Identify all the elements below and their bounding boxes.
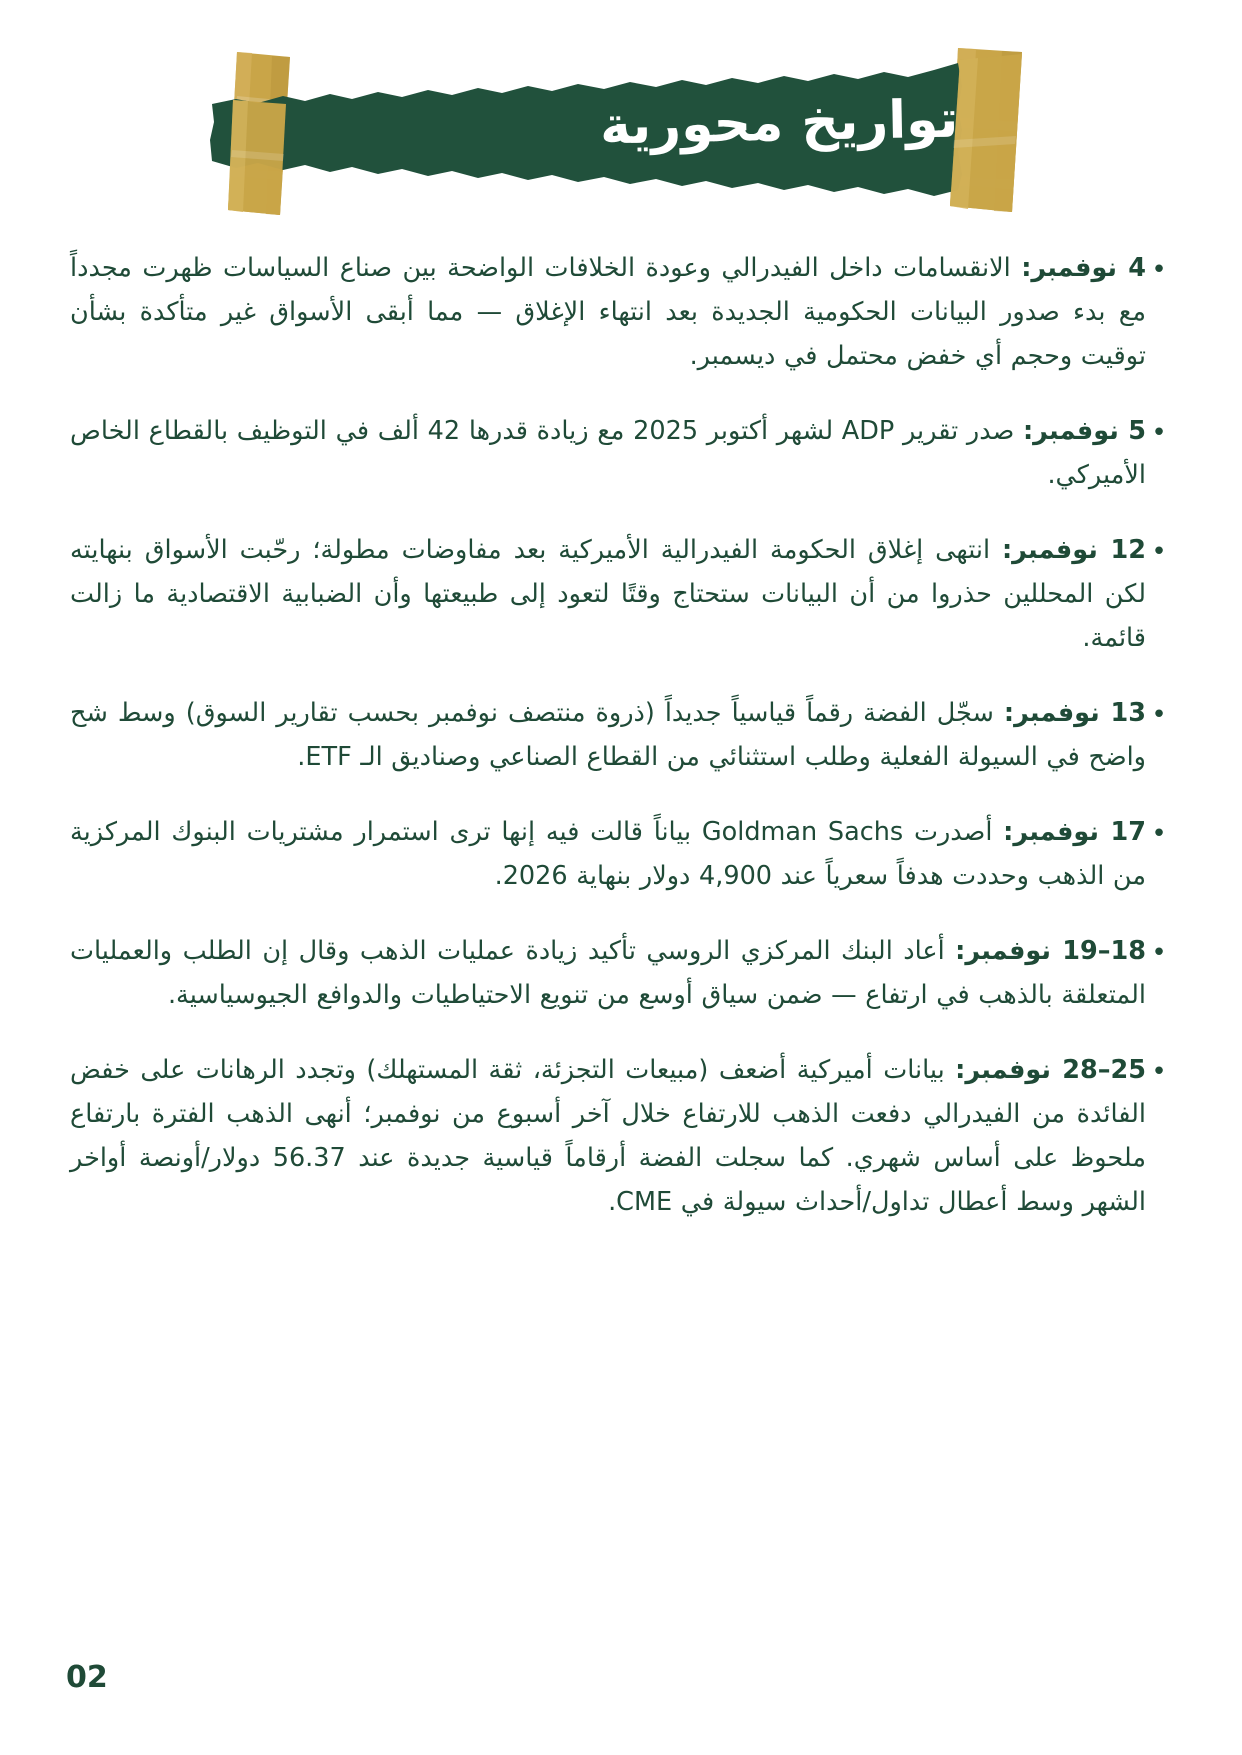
- page-number: 02: [66, 1660, 108, 1695]
- page-header: [0, 0, 1242, 240]
- bullet-point-icon: •: [1151, 819, 1167, 849]
- event-description: الانقسامات داخل الفيدرالي وعودة الخلافات الواضحة بين صناع السياسات ظهرت مجدداً مع بدء صدور البيانات الحكومية الجديدة بعد انتهاء الإغلاق — مما أبقى الأسواق غير متأكدة بشأن توقيت وحجم أي خفض محتمل في ديسمبر.: [70, 253, 1146, 371]
- list-item-text: [70, 246, 1146, 378]
- event-description: بيانات أميركية أضعف (مبيعات التجزئة، ثقة المستهلك) وتجدد الرهانات على خفض الفائدة من الفيدرالي دفعت الذهب للارتفاع خلال آخر أسبوع من نوفمبر؛ أنهى الذهب الفترة بارتفاع ملحوظ على أساس شهري. كما سجلت الفضة أرقاماً قياسية جديدة عند 56.37 دولار/أونصة أواخر الشهر وسط أعطال تداول/أحداث سيولة في CME.: [70, 1055, 1146, 1217]
- list-item-text: [70, 691, 1146, 779]
- bullet-point-icon: •: [1151, 1057, 1167, 1087]
- event-date-label: 13 نوفمبر:: [1003, 698, 1146, 728]
- event-date-label: 25–28 نوفمبر:: [955, 1055, 1147, 1085]
- list-item-text: [70, 810, 1146, 898]
- page-title-text: تواريخ محورية: [599, 89, 959, 157]
- bullet-point-icon: •: [1151, 537, 1167, 567]
- list-item: [70, 409, 1172, 497]
- list-item: [70, 691, 1172, 779]
- event-description: صدر تقرير ADP لشهر أكتوبر 2025 مع زيادة قدرها 42 ألف في التوظيف بالقطاع الخاص الأميركي.: [70, 416, 1146, 490]
- list-item-text: [70, 409, 1146, 497]
- event-description: سجّل الفضة رقماً قياسياً جديداً (ذروة منتصف نوفمبر بحسب تقارير السوق) وسط شح واضح في السيولة الفعلية وطلب استثنائي من القطاع الصناعي وصناديق الـ ETF.: [70, 698, 1146, 772]
- bullet-point-icon: •: [1151, 418, 1167, 448]
- page-title: [0, 89, 1000, 157]
- event-date-label: 18–19 نوفمبر:: [955, 936, 1146, 966]
- event-description: انتهى إغلاق الحكومة الفيدرالية الأميركية بعد مفاوضات مطولة؛ رحّبت الأسواق بنهايته لكن المحللين حذروا من أن البيانات ستحتاج وقتًا لتعود إلى طبيعتها وأن الضبابية الاقتصادية ما زالت قائمة.: [70, 535, 1146, 653]
- list-item: [70, 1048, 1172, 1224]
- event-date-label: 12 نوفمبر:: [1001, 535, 1146, 565]
- event-date-label: 5 نوفمبر:: [1022, 416, 1147, 446]
- list-item-text: [70, 929, 1146, 1017]
- list-item-text: [70, 1048, 1146, 1224]
- list-item: [70, 528, 1172, 660]
- event-date-label: 17 نوفمبر:: [1003, 817, 1147, 847]
- list-item: [70, 246, 1172, 378]
- list-item: [70, 929, 1172, 1017]
- bullet-point-icon: •: [1151, 938, 1167, 968]
- event-date-label: 4 نوفمبر:: [1021, 253, 1147, 283]
- timeline-list: [70, 246, 1172, 1255]
- bullet-point-icon: •: [1151, 700, 1167, 730]
- event-description: أعاد البنك المركزي الروسي تأكيد زيادة عمليات الذهب وقال إن الطلب والعمليات المتعلقة بالذهب في ارتفاع — ضمن سياق أوسع من تنويع الاحتياطيات والدوافع الجيوسياسية.: [70, 936, 1146, 1010]
- event-description: أصدرت Goldman Sachs بياناً قالت فيه إنها ترى استمرار مشتريات البنوك المركزية من الذهب وحددت هدفاً سعرياً عند 4,900 دولار بنهاية 2026.: [70, 817, 1146, 891]
- list-item-text: [70, 528, 1146, 660]
- bullet-point-icon: •: [1151, 255, 1167, 285]
- list-item: [70, 810, 1172, 898]
